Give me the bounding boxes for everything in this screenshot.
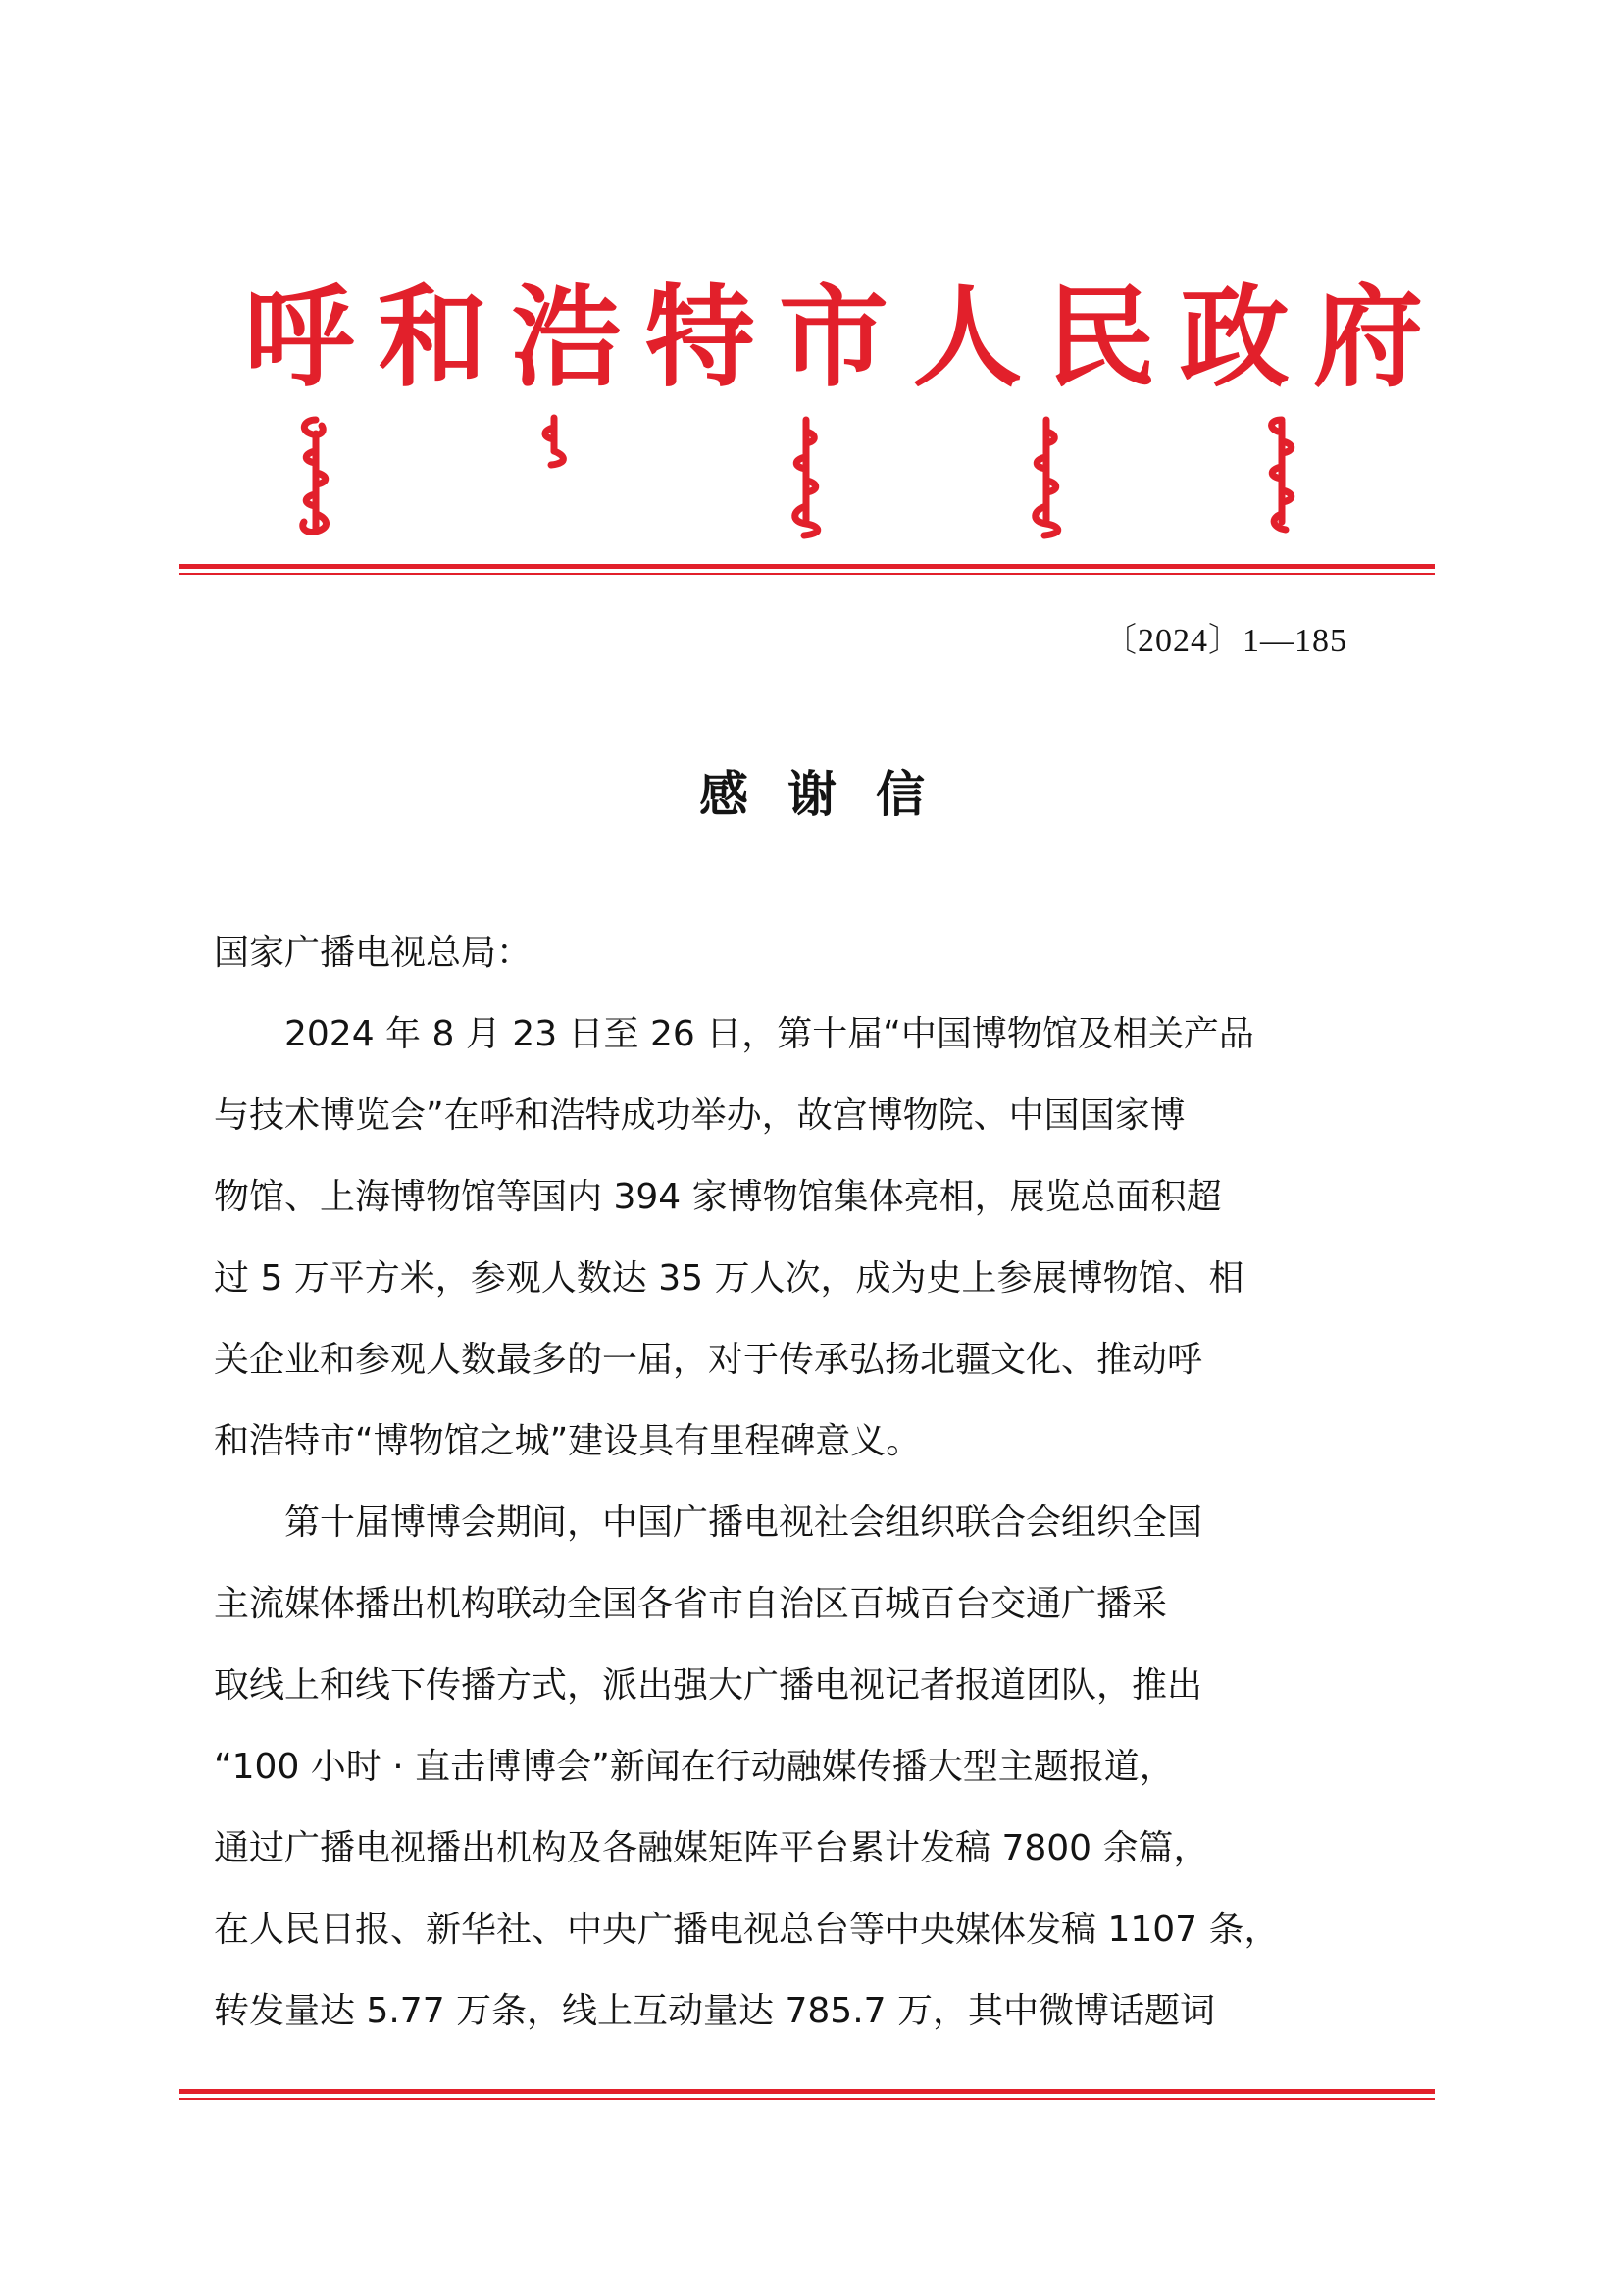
mongolian-script-icon <box>777 412 836 539</box>
letterhead-char: 市 <box>779 275 888 402</box>
letterhead-title <box>235 265 1432 412</box>
paragraph <box>214 1482 1415 2052</box>
footer-divider <box>179 2089 1435 2101</box>
letterhead-divider <box>179 564 1435 576</box>
paragraph <box>214 994 1415 1482</box>
document-title: 感谢信 <box>699 766 964 823</box>
text-line: 过 5 万平方米，参观人数达 35 万人次，成为史上参展博物馆、相 <box>214 1258 1244 1299</box>
text-line: 在人民日报、新华社、中央广播电视总台等中央媒体发稿 1107 条， <box>214 1910 1280 1950</box>
mongolian-script-icon <box>1252 412 1311 539</box>
text-line: 通过广播电视播出机构及各融媒矩阵平台累计发稿 7800 余篇， <box>214 1828 1209 1868</box>
letterhead-char: 府 <box>1313 275 1423 402</box>
letterhead-char: 浩 <box>511 275 622 402</box>
letterhead-char: 呼 <box>244 275 354 402</box>
letterhead-char: 特 <box>644 275 755 402</box>
text-line: “100 小时 · 直击博博会”新闻在行动融媒传播大型主题报道， <box>214 1747 1175 1787</box>
text-line: 第十届博博会期间，中国广播电视社会组织联合会组织全国 <box>284 1503 1203 1543</box>
text-line: 与技术博览会”在呼和浩特成功举办，故宫博物院、中国国家博 <box>214 1096 1186 1136</box>
letterhead-char: 人 <box>912 275 1023 402</box>
text-line: 主流媒体播出机构联动全国各省市自治区百城百台交通广播采 <box>214 1584 1168 1624</box>
document-number: 〔2024〕1—185 <box>1103 623 1347 659</box>
text-line: 关企业和参观人数最多的一届，对于传承弘扬北疆文化、推动呼 <box>214 1340 1203 1380</box>
letterhead-char: 和 <box>378 275 488 402</box>
text-line: 物馆、上海博物馆等国内 394 家博物馆集体亮相，展览总面积超 <box>214 1177 1222 1217</box>
letter-body <box>214 912 1415 2052</box>
salutation: 国家广播电视总局： <box>214 933 533 973</box>
text-line: 取线上和线下传播方式，派出强大广播电视记者报道团队，推出 <box>214 1665 1203 1706</box>
text-line: 2024 年 8 月 23 日至 26 日，第十届“中国博物馆及相关产品 <box>284 1014 1254 1054</box>
text-line: 转发量达 5.77 万条，线上互动量达 785.7 万，其中微博话题词 <box>214 1991 1215 2031</box>
mongolian-script-icon <box>530 412 579 471</box>
mongolian-script-icon <box>286 412 345 539</box>
mongolian-letterhead <box>286 412 1365 549</box>
letterhead-char: 政 <box>1179 275 1290 402</box>
letterhead-char: 民 <box>1045 275 1156 402</box>
text-line: 和浩特市“博物馆之城”建设具有里程碑意义。 <box>214 1421 922 1461</box>
mongolian-script-icon <box>1017 412 1076 539</box>
